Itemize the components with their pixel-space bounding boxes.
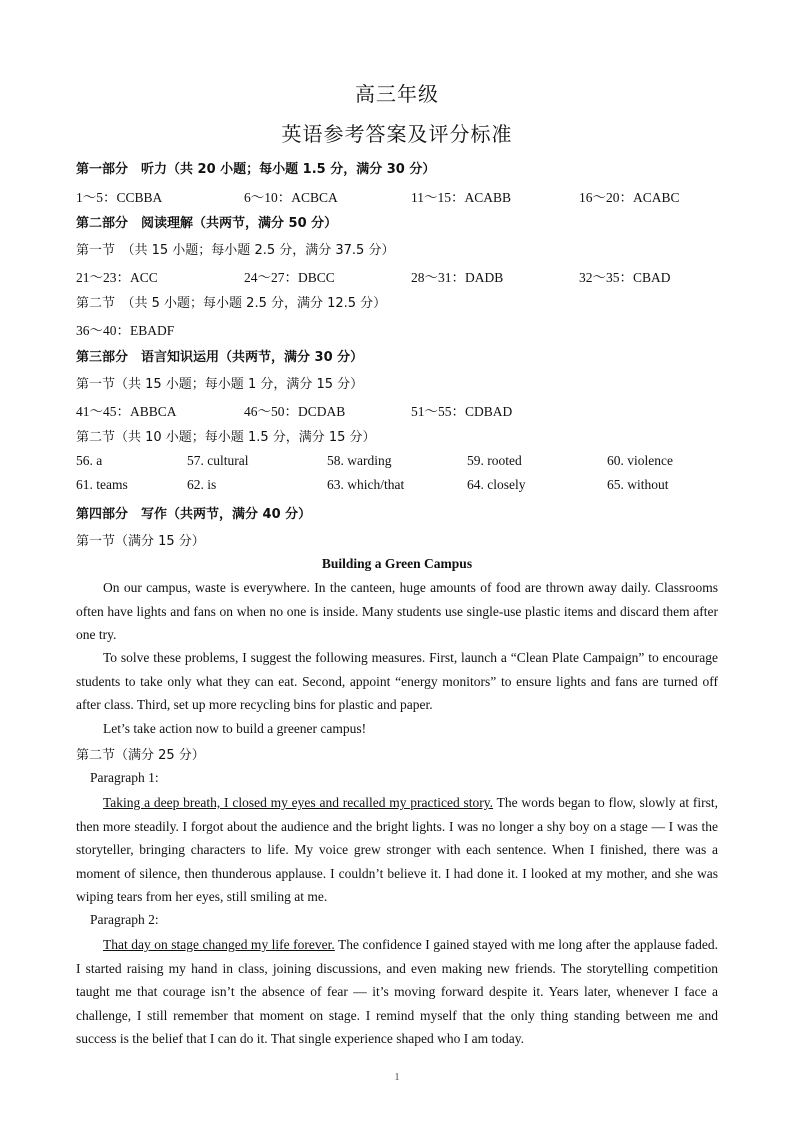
answer-group: 11～15：ACABB — [411, 190, 512, 205]
paragraph2-label: Paragraph 2: — [90, 912, 159, 927]
answer-item: 63. which/that — [327, 477, 405, 492]
answer-group: 32～35：CBAD — [579, 270, 671, 285]
part3-section1-heading: 第一节（共 15 小题；每小题 1 分，满分 15 分） — [76, 377, 364, 392]
part2-heading: 第二部分 阅读理解（共两节，满分 50 分） — [76, 216, 338, 231]
continuation-paragraph-2 — [76, 933, 718, 1051]
part3-heading: 第三部分 语言知识运用（共两节，满分 30 分） — [76, 350, 364, 365]
answer-group: 16～20：ACABC — [579, 190, 680, 205]
part4-section1-heading: 第一节（满分 15 分） — [76, 534, 205, 549]
answer-item: 62. is — [187, 477, 217, 492]
part2-section1-heading: 第一节 （共 15 小题；每小题 2.5 分，满分 37.5 分） — [76, 243, 395, 258]
page-subtitle: 英语参考答案及评分标准 — [281, 122, 513, 146]
paragraph1-body: The words began to flow, slowly at first, then more steadily. I forgot about the audience and the bright lights. I was no longer a shy boy on a stage — I was the storyteller, bringing characters to life. My voice grew stronger with each sentence. When I finished, there was a moment of silence, then thunderous applause. I couldn’t believe it. I had done it. I looked at my mother, and she was wiping tears from her eyes, still smiling at me. — [76, 795, 718, 904]
paragraph2-body: The confidence I gained stayed with me long after the applause faded. I started raising my hand in class, joining discussions, and even making new friends. The storytelling competition taught me that courage isn’t the absence of fear — it’s moving forward despite it. Years later, whenever I face a challenge, I still remember that moment on stage. I remind myself that the only thing standing between me and success is the belief that I can do it. That single experience shaped who I am today. — [76, 937, 718, 1046]
essay-paragraph-1: On our campus, waste is everywhere. In the canteen, huge amounts of food are thrown away daily. Classrooms often have lights and fans on when no one is inside. Many students use single-use plastic items and discard them after one try. — [76, 580, 718, 642]
page-number: 1 — [394, 1072, 400, 1083]
answer-group: 6～10：ACBCA — [244, 190, 338, 205]
answer-item: 64. closely — [467, 477, 526, 492]
part1-heading: 第一部分 听力（共 20 小题；每小题 1.5 分，满分 30 分） — [76, 162, 436, 177]
answer-item: 65. without — [607, 477, 669, 492]
answer-group: 28～31：DADB — [411, 270, 504, 285]
answer-item: 57. cultural — [187, 453, 249, 468]
continuation-paragraph-1 — [76, 791, 718, 909]
answer-item: 60. violence — [607, 453, 673, 468]
essay-paragraph-3: Let’s take action now to build a greener campus! — [103, 721, 367, 736]
part4-section2-heading: 第二节（满分 25 分） — [76, 748, 205, 763]
answer-item: 59. rooted — [467, 453, 522, 468]
answer-group: 46～50：DCDAB — [244, 404, 346, 419]
answer-group: 36～40：EBADF — [76, 323, 175, 338]
answer-group: 51～55：CDBAD — [411, 404, 513, 419]
answer-item: 58. warding — [327, 453, 392, 468]
part3-section2-heading: 第二节（共 10 小题；每小题 1.5 分，满分 15 分） — [76, 430, 376, 445]
answer-group: 1～5：CCBBA — [76, 190, 163, 205]
answer-item: 61. teams — [76, 477, 128, 492]
paragraph2-opening-sentence: That day on stage changed my life forever. — [103, 937, 335, 952]
essay-paragraph-2: To solve these problems, I suggest the following measures. First, launch a “Clean Plate Campaign” to encourage students to take only what they can eat. Second, appoint “energy monitors” to ensure lights and fans are turned off after class. Third, set up more recycling bins for plastic and paper. — [76, 650, 718, 712]
part4-heading: 第四部分 写作（共两节，满分 40 分） — [76, 507, 312, 522]
answer-group: 21～23：ACC — [76, 270, 158, 285]
answer-group: 41～45：ABBCA — [76, 404, 177, 419]
paragraph1-label: Paragraph 1: — [90, 770, 159, 785]
part2-section2-heading: 第二节 （共 5 小题；每小题 2.5 分，满分 12.5 分） — [76, 296, 387, 311]
answer-group: 24～27：DBCC — [244, 270, 335, 285]
paragraph1-opening-sentence: Taking a deep breath, I closed my eyes and recalled my practiced story. — [103, 795, 494, 810]
page-title: 高三年级 — [355, 82, 439, 106]
essay-title: Building a Green Campus — [321, 556, 473, 571]
answer-item: 56. a — [76, 453, 103, 468]
